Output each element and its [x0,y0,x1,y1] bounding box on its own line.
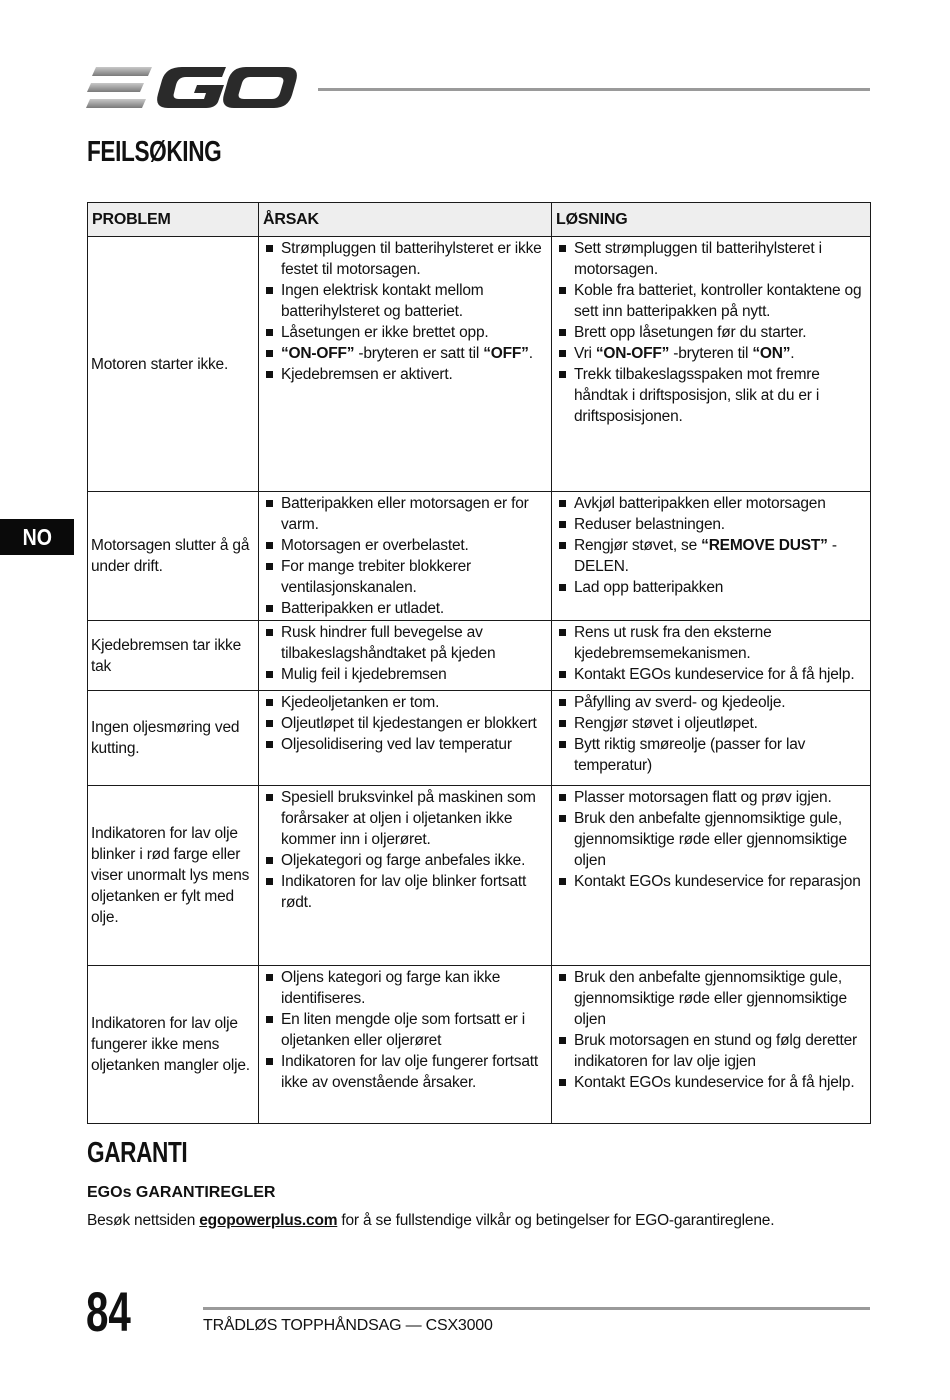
cause-item [263,343,547,364]
table-row [88,237,871,492]
solution-cell [552,966,871,1124]
table-row [88,492,871,621]
solution-cell [552,691,871,786]
header-cause: ÅRSAK [259,203,552,237]
solution-text: -bryteren til [669,345,753,362]
problem-cell: Motoren starter ikke. [88,237,259,492]
solution-text: “ON-OFF” [595,345,670,362]
cause-text: Oljeutløpet til kjedestangen er blokkert [281,715,537,732]
solution-cell [552,786,871,966]
footer-rule [203,1307,870,1310]
footer-text: TRÅDLØS TOPPHÅNDSAG — CSX3000 [203,1317,493,1334]
cause-text: Indikatoren for lav olje blinker fortsatt rødt. [281,873,527,911]
cause-item [263,280,547,322]
solution-item [556,787,866,808]
cause-text: -bryteren er satt til [354,345,484,362]
cause-cell [259,492,552,621]
header-rule [318,88,870,91]
problem-cell: Kjedebremsen tar ikke tak [88,621,259,691]
cause-text: Batteripakken eller motorsagen er for varm. [281,495,529,533]
warranty-text-after: for å se fullstendige vilkår og betingelser for EGO-garantireglene. [337,1212,775,1229]
solution-item [556,622,866,664]
solution-cell [552,621,871,691]
cause-text: Oljens kategori og farge kan ikke identifiseres. [281,969,501,1007]
solution-text: Reduser belastningen. [574,516,725,533]
troubleshooting-title: FEILSØKING [87,136,222,168]
solution-text: “ON” [752,345,791,362]
cause-text: Oljekategori og farge anbefales ikke. [281,852,526,869]
cause-cell [259,691,552,786]
cause-text: Motorsagen er overbelastet. [281,537,469,554]
cause-item [263,556,547,598]
solution-item [556,535,866,577]
cause-text: Ingen elektrisk kontakt mellom batterihylsteret og batteriet. [281,282,484,320]
language-tab-label: NO [22,523,52,550]
solution-text: Bytt riktig smøreolje (passer for lav temperatur) [574,736,806,774]
solution-item [556,967,866,1030]
cause-text: En liten mengde olje som fortsatt er i oljetanken eller oljerøret [281,1011,525,1049]
header-problem: PROBLEM [88,203,259,237]
solution-text: Avkjøl batteripakken eller motorsagen [574,495,826,512]
solution-text: Koble fra batteriet, kontroller kontaktene og sett inn batteripakken på nytt. [574,282,862,320]
solution-text: Påfylling av sverd- og kjedeolje. [574,694,786,711]
cause-cell [259,786,552,966]
solution-item [556,322,866,343]
solution-item [556,808,866,871]
cause-item [263,535,547,556]
language-tab [0,519,74,555]
table-row [88,786,871,966]
solution-text: Rens ut rusk fra den eksterne kjedebremsemekanismen. [574,624,772,662]
solution-cell [552,492,871,621]
solution-text: Bruk den anbefalte gjennomsiktige gule, gjennomsiktige røde eller gjennomsiktige oljen [574,969,847,1028]
cause-item [263,598,547,619]
solution-text: . [790,345,795,362]
warranty-link[interactable]: egopowerplus.com [199,1212,338,1229]
cause-cell [259,966,552,1124]
warranty-text [87,1212,774,1230]
cause-item [263,850,547,871]
cause-text: Mulig feil i kjedebremsen [281,666,447,683]
problem-cell: Indikatoren for lav olje fungerer ikke mens oljetanken mangler olje. [88,966,259,1124]
cause-text: Spesiell bruksvinkel på maskinen som forårsaker at oljen i oljetanken ikke kommer inn i oljerøret. [281,789,536,848]
solution-text: Rengjør støvet, se [574,537,702,554]
cause-text: Låsetungen er ikke brettet opp. [281,324,489,341]
solution-item [556,1030,866,1072]
cause-item [263,692,547,713]
solution-item [556,343,866,364]
solution-item [556,364,866,427]
cause-text: . [528,345,533,362]
solution-item [556,871,866,892]
solution-text: Kontakt EGOs kundeservice for å få hjelp. [574,666,855,683]
table-row [88,966,871,1124]
solution-text: “REMOVE DUST” [701,537,828,554]
solution-item [556,577,866,598]
cause-item [263,238,547,280]
cause-item [263,734,547,755]
cause-item [263,364,547,385]
solution-text: Vri [574,345,596,362]
solution-item [556,713,866,734]
solution-text: -DELEN. [574,537,837,575]
solution-item [556,734,866,776]
cause-item [263,664,547,685]
solution-item [556,280,866,322]
cause-item [263,622,547,664]
troubleshooting-table [87,202,871,1124]
solution-text: Trekk tilbakeslagsspaken mot fremre håndtak i driftsposisjon, slik at du er i driftsposisjonen. [574,366,820,425]
solution-text: Plasser motorsagen flatt og prøv igjen. [574,789,832,806]
cause-item [263,967,547,1009]
ego-logo [86,62,300,114]
solution-item [556,664,866,685]
cause-item [263,493,547,535]
problem-cell: Motorsagen slutter å gå under drift. [88,492,259,621]
solution-text: Bruk motorsagen en stund og følg deretter indikatoren for lav olje igjen [574,1032,858,1070]
problem-cell: Indikatoren for lav olje blinker i rød farge eller viser unormalt lys mens oljetanken er fylt med olje. [88,786,259,966]
cause-item [263,1051,547,1093]
cause-text: “OFF” [483,345,529,362]
solution-cell [552,237,871,492]
cause-cell [259,621,552,691]
cause-text: Kjedebremsen er aktivert. [281,366,453,383]
solution-text: Kontakt EGOs kundeservice for reparasjon [574,873,861,890]
cause-item [263,1009,547,1051]
solution-item [556,238,866,280]
cause-item [263,322,547,343]
page-number: 84 [86,1280,131,1343]
solution-text: Kontakt EGOs kundeservice for å få hjelp. [574,1074,855,1091]
solution-text: Brett opp låsetungen før du starter. [574,324,807,341]
cause-text: For mange trebiter blokkerer ventilasjonskanalen. [281,558,471,596]
table-header-row [88,203,871,237]
problem-cell: Ingen oljesmøring ved kutting. [88,691,259,786]
cause-item [263,713,547,734]
cause-item [263,871,547,913]
cause-text: Batteripakken er utladet. [281,600,445,617]
solution-item [556,1072,866,1093]
cause-cell [259,237,552,492]
cause-item [263,787,547,850]
warranty-text-before: Besøk nettsiden [87,1212,200,1229]
cause-text: Kjedeoljetanken er tom. [281,694,440,711]
cause-text: Rusk hindrer full bevegelse av tilbakeslagshåndtaket på kjeden [281,624,496,662]
cause-text: “ON-OFF” [281,345,355,362]
table-row [88,691,871,786]
warranty-title: GARANTI [87,1137,188,1169]
solution-text: Rengjør støvet i oljeutløpet. [574,715,758,732]
solution-item [556,514,866,535]
cause-text: Strømpluggen til batterihylsteret er ikke festet til motorsagen. [281,240,542,278]
warranty-subtitle: EGOs GARANTIREGLER [87,1184,276,1201]
cause-text: Indikatoren for lav olje fungerer fortsatt ikke av ovenstående årsaker. [281,1053,538,1091]
header-solution: LØSNING [552,203,871,237]
table-body [88,237,871,1124]
solution-text: Lad opp batteripakken [574,579,724,596]
cause-text: Oljesolidisering ved lav temperatur [281,736,512,753]
solution-text: Sett strømpluggen til batterihylsteret i motorsagen. [574,240,822,278]
solution-text: Bruk den anbefalte gjennomsiktige gule, gjennomsiktige røde eller gjennomsiktige oljen [574,810,847,869]
solution-item [556,493,866,514]
table-row [88,621,871,691]
solution-item [556,692,866,713]
